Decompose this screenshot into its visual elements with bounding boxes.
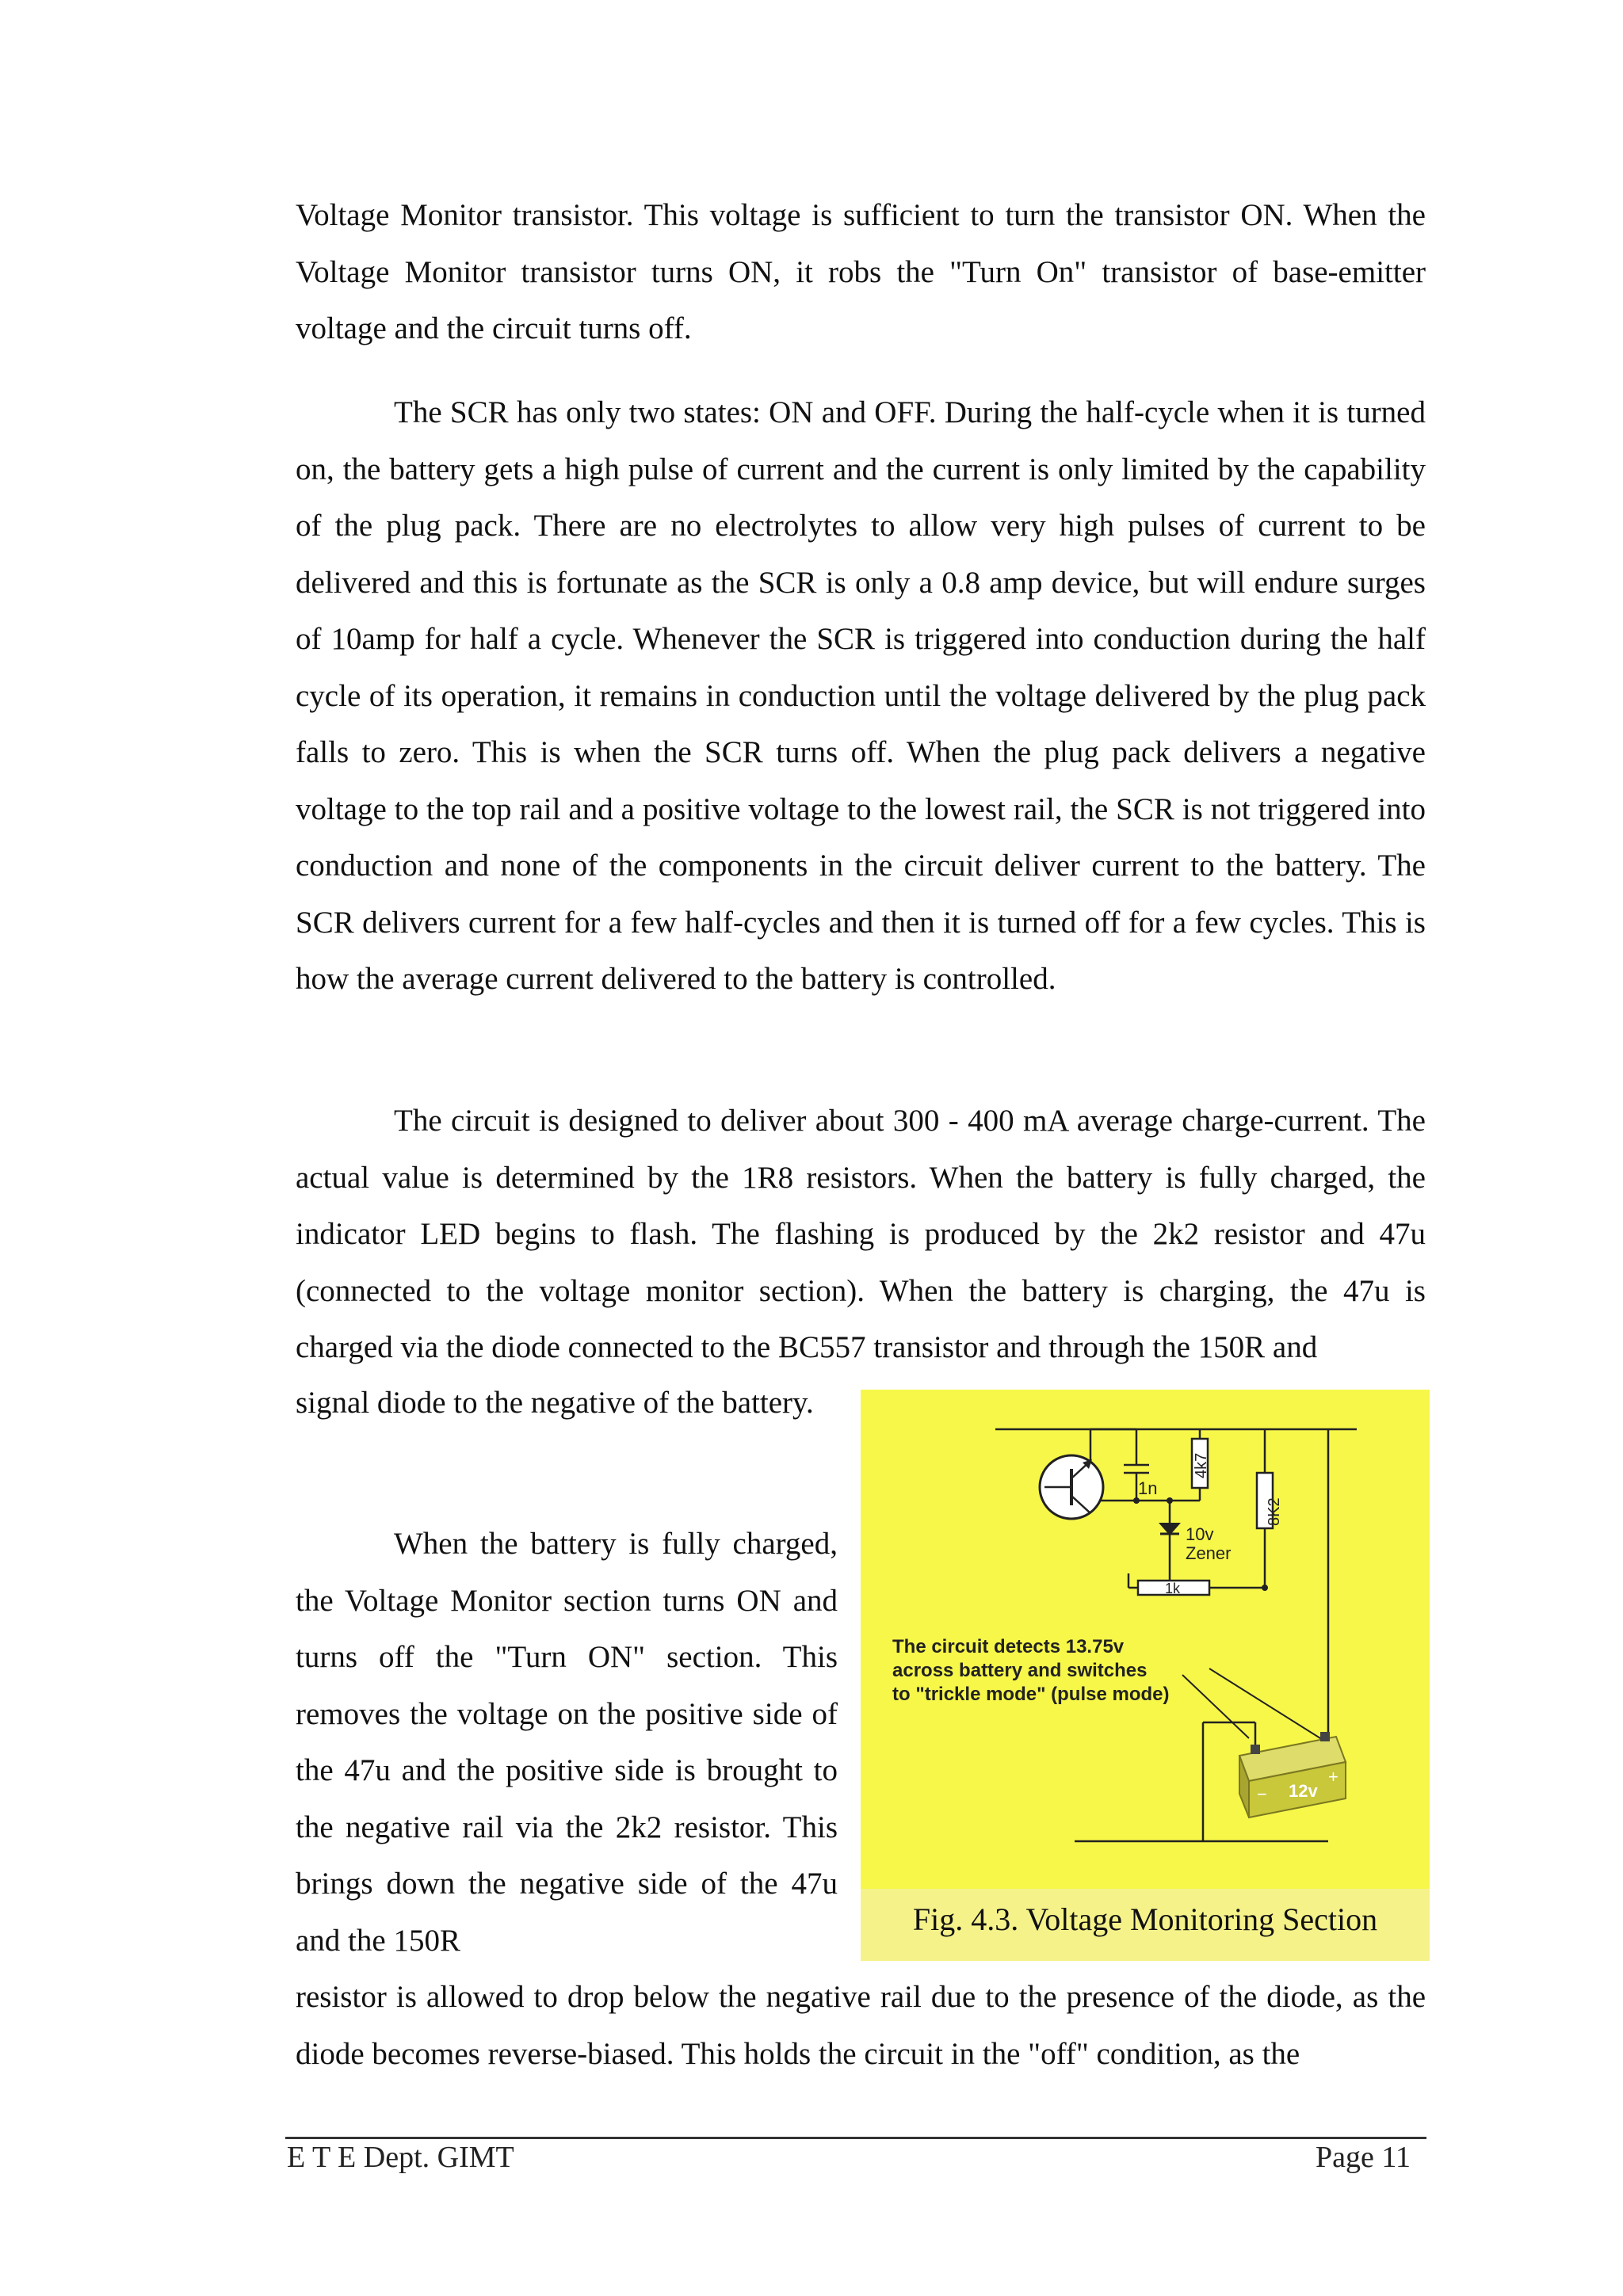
- resistor-1k-label: 1k: [1165, 1581, 1181, 1596]
- note-pointer-line: [1182, 1675, 1249, 1738]
- junction-dot: [1133, 1497, 1140, 1504]
- battery-icon: [1239, 1732, 1346, 1817]
- battery-minus-label: −: [1257, 1784, 1267, 1804]
- paragraph-signal-diode: signal diode to the negative of the battery.: [296, 1386, 814, 1420]
- footer-department: E T E Dept. GIMT: [287, 2141, 514, 2174]
- paragraph-voltage-monitor: Voltage Monitor transistor. This voltage is sufficient to turn the transistor ON. When the Voltage Monitor transistor turns ON, it robs the "Turn On" transistor of base-emitter voltage and the circuit turns off.: [296, 198, 1426, 345]
- junction-dot: [1167, 1497, 1173, 1504]
- note-pointer-line: [1209, 1669, 1327, 1742]
- paragraph-fully-charged-text: When the battery is fully charged, the Voltage Monitor section turns ON and turns off the "Turn ON" section. This removes the voltage on the positive side of the 47u and the positive side is brought to the negative rail via the 2k2 resistor. This brings down the negative side of the 47u and the 150R: [296, 1527, 838, 1958]
- paragraph-scr-states: [296, 384, 1426, 1008]
- footer-page-number: Page 11: [1316, 2141, 1411, 2174]
- paragraph-reverse-biased: resistor is allowed to drop below the negative rail due to the presence of the diode, as the diode becomes reverse-biased. This holds the circuit in the "off" condition, as the: [296, 1980, 1426, 2071]
- paragraph-scr-text: The SCR has only two states: ON and OFF. During the half-cycle when it is turned on, the battery gets a high pulse of current and the current is only limited by the capability of the plug pack. There are no electrolytes to allow very high pulses of current to be delivered and this is fortunate as the SCR is only a 0.8 amp device, but will endure surges of 10amp for half a cycle. Whenever the SCR is triggered into conduction during the half cycle of its operation, it remains in conduction until the voltage delivered by the plug pack falls to zero. This is when the SCR turns off. When the plug pack delivers a negative voltage to the top rail and a positive voltage to the lowest rail, the SCR is not triggered into conduction and none of the components in the circuit deliver current to the battery. The SCR delivers current for a few half-cycles and then it is turned off for a few cycles. This is how the average current delivered to the battery is controlled.: [296, 395, 1426, 996]
- paragraph-fully-charged: [296, 1516, 838, 1969]
- battery-voltage-label: 12v: [1289, 1781, 1318, 1801]
- note-line-3: to "trickle mode" (pulse mode): [892, 1684, 1170, 1705]
- battery-terminal-negative: [1251, 1745, 1260, 1754]
- battery-terminal-positive: [1320, 1732, 1330, 1741]
- circuit-diagram: [861, 1390, 1430, 1889]
- note-line-1: The circuit detects 13.75v: [892, 1636, 1125, 1657]
- capacitor-label: 1n: [1138, 1478, 1158, 1498]
- battery-plus-label: +: [1328, 1767, 1338, 1787]
- zener-value-label: 10v: [1186, 1524, 1214, 1544]
- paragraph-charge-current: [296, 1093, 1426, 1376]
- footer-divider: [285, 2137, 1426, 2139]
- resistor-4k7-label: 4k7: [1193, 1452, 1210, 1478]
- resistor-8k2-label: 8K2: [1266, 1497, 1283, 1526]
- zener-type-label: Zener: [1186, 1543, 1232, 1563]
- junction-dot: [1262, 1585, 1268, 1591]
- note-line-2: across battery and switches: [892, 1660, 1148, 1681]
- paragraph-charge-text: The circuit is designed to deliver about 300 - 400 mA average charge-current. The actual value is determined by the 1R8 resistors. When the battery is fully charged, the indicator LED begins to flash. The flashing is produced by the 2k2 resistor and 47u (connected to the voltage monitor section). When the battery is charging, the 47u is charged via the diode connected to the BC557 transistor and through the 150R and: [296, 1104, 1426, 1364]
- figure-caption: Fig. 4.3. Voltage Monitoring Section: [861, 1889, 1430, 1961]
- figure-voltage-monitoring: [861, 1390, 1430, 1961]
